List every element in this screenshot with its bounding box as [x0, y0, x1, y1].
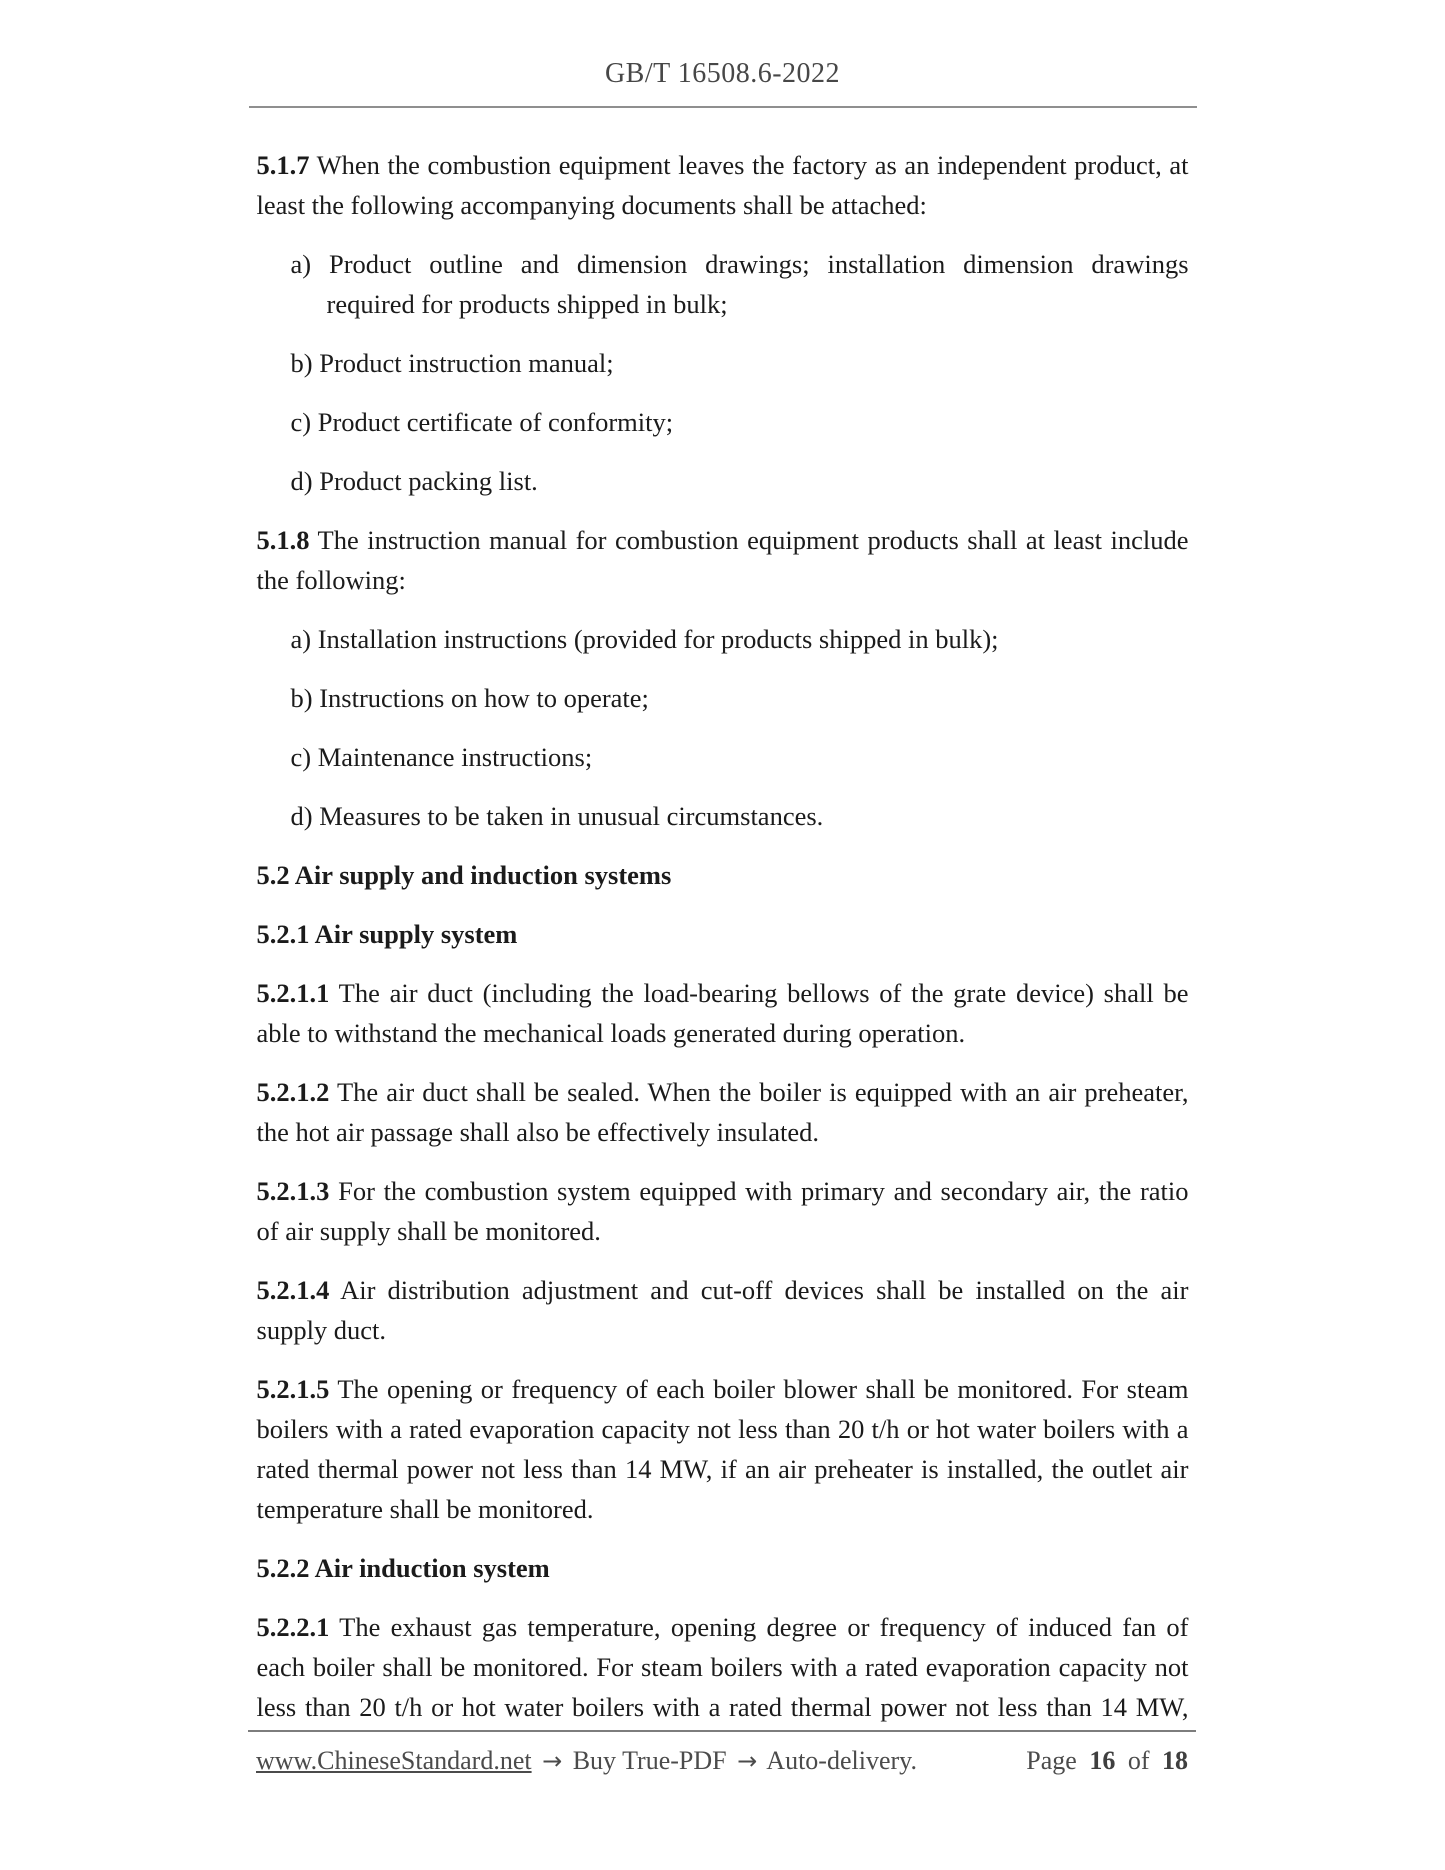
- clause-number: 5.2.1.2: [256, 1077, 330, 1107]
- list-marker: c): [290, 407, 312, 437]
- list-text: Product outline and dimension drawings; installation dimension drawings required for products shipped in bulk;: [326, 249, 1189, 319]
- footer-divider: [248, 1730, 1196, 1732]
- page-footer: [248, 1730, 1196, 1776]
- clause-text: When the combustion equipment leaves the factory as an independent product, at least the following accompanying documents shall be attached:: [256, 150, 1189, 220]
- paragraph-5-1-7: [257, 145, 1189, 225]
- clause-number: 5.1.7: [256, 150, 310, 180]
- clause-number: 5.2.1.5: [256, 1374, 330, 1404]
- of-label: of: [1127, 1746, 1150, 1775]
- clause-text: The air duct (including the load-bearing bellows of the grate device) shall be able to withstand the mechanical loads generated during operation.: [256, 978, 1189, 1048]
- list-text: Measures to be taken in unusual circumstances.: [319, 801, 824, 831]
- paragraph-5-2-1-5: [257, 1369, 1189, 1529]
- list-marker: a): [290, 624, 312, 654]
- list-text: Product certificate of conformity;: [317, 407, 674, 437]
- list-text: Maintenance instructions;: [317, 742, 593, 772]
- list-marker: d): [290, 801, 313, 831]
- list-item-a: [257, 619, 1189, 659]
- list-item-a: [257, 244, 1189, 324]
- clause-text: Air distribution adjustment and cut-off devices shall be installed on the air supply duct.: [256, 1275, 1189, 1345]
- document-body: [257, 108, 1189, 1727]
- list-marker: a): [290, 249, 312, 279]
- paragraph-5-2-1-2: [257, 1072, 1189, 1152]
- footer-source-line: [256, 1746, 917, 1776]
- current-page-number: 16: [1089, 1746, 1116, 1775]
- clause-number: 5.1.8: [256, 525, 310, 555]
- arrow-icon: →: [542, 1747, 563, 1775]
- clause-number: 5.2.1.3: [256, 1176, 330, 1206]
- list-item-c: [257, 737, 1189, 777]
- list-text: Product packing list.: [319, 466, 538, 496]
- paragraph-5-2-1-4: [257, 1270, 1189, 1350]
- section-heading-5-2: 5.2 Air supply and induction systems: [256, 860, 672, 890]
- clause-text: The exhaust gas temperature, opening degree or frequency of induced fan of each boiler shall be monitored. For steam boilers with a rated evaporation capacity not less than 20 t/h or hot water boilers with a rated thermal power not less than 14 MW,: [256, 1612, 1189, 1722]
- list-item-b: [257, 343, 1189, 383]
- website-link[interactable]: www.ChineseStandard.net: [256, 1746, 532, 1775]
- list-text: Product instruction manual;: [319, 348, 614, 378]
- paragraph-5-2-1-3: [257, 1171, 1189, 1251]
- page-header: [0, 0, 1445, 90]
- paragraph-5-1-8: [257, 520, 1189, 600]
- arrow-icon: →: [737, 1747, 758, 1775]
- paragraph-5-2-2-1: [257, 1607, 1189, 1727]
- auto-delivery-label: Auto-delivery.: [766, 1746, 917, 1775]
- clause-number: 5.2.2.1: [256, 1612, 330, 1642]
- list-marker: b): [290, 348, 313, 378]
- list-marker: d): [290, 466, 313, 496]
- standard-number: GB/T 16508.6-2022: [604, 58, 841, 89]
- clause-number: 5.2.1.1: [256, 978, 330, 1008]
- clause-number: 5.2.1.4: [256, 1275, 330, 1305]
- clause-text: For the combustion system equipped with primary and secondary air, the ratio of air supply shall be monitored.: [256, 1176, 1189, 1246]
- clause-text: The air duct shall be sealed. When the boiler is equipped with an air preheater, the hot air passage shall also be effectively insulated.: [256, 1077, 1189, 1147]
- list-text: Installation instructions (provided for products shipped in bulk);: [317, 624, 999, 654]
- list-item-d: [257, 461, 1189, 501]
- clause-text: The instruction manual for combustion equipment products shall at least include the following:: [256, 525, 1189, 595]
- section-heading-5-2-1: 5.2.1 Air supply system: [256, 919, 518, 949]
- buy-true-pdf-label: Buy True-PDF: [572, 1746, 727, 1775]
- page-indicator: [1026, 1746, 1188, 1776]
- list-marker: b): [290, 683, 313, 713]
- section-heading-5-2-2: 5.2.2 Air induction system: [256, 1553, 550, 1583]
- clause-text: The opening or frequency of each boiler blower shall be monitored. For steam boilers with a rated evaporation capacity not less than 20 t/h or hot water boilers with a rated thermal power not less than 14 MW, if an air preheater is installed, the outlet air temperature shall be monitored.: [256, 1374, 1189, 1524]
- list-text: Instructions on how to operate;: [319, 683, 649, 713]
- paragraph-5-2-1-1: [257, 973, 1189, 1053]
- list-item-b: [257, 678, 1189, 718]
- list-marker: c): [290, 742, 312, 772]
- list-item-d: [257, 796, 1189, 836]
- list-item-c: [257, 402, 1189, 442]
- page-label: Page: [1026, 1746, 1077, 1775]
- total-page-number: 18: [1162, 1746, 1188, 1775]
